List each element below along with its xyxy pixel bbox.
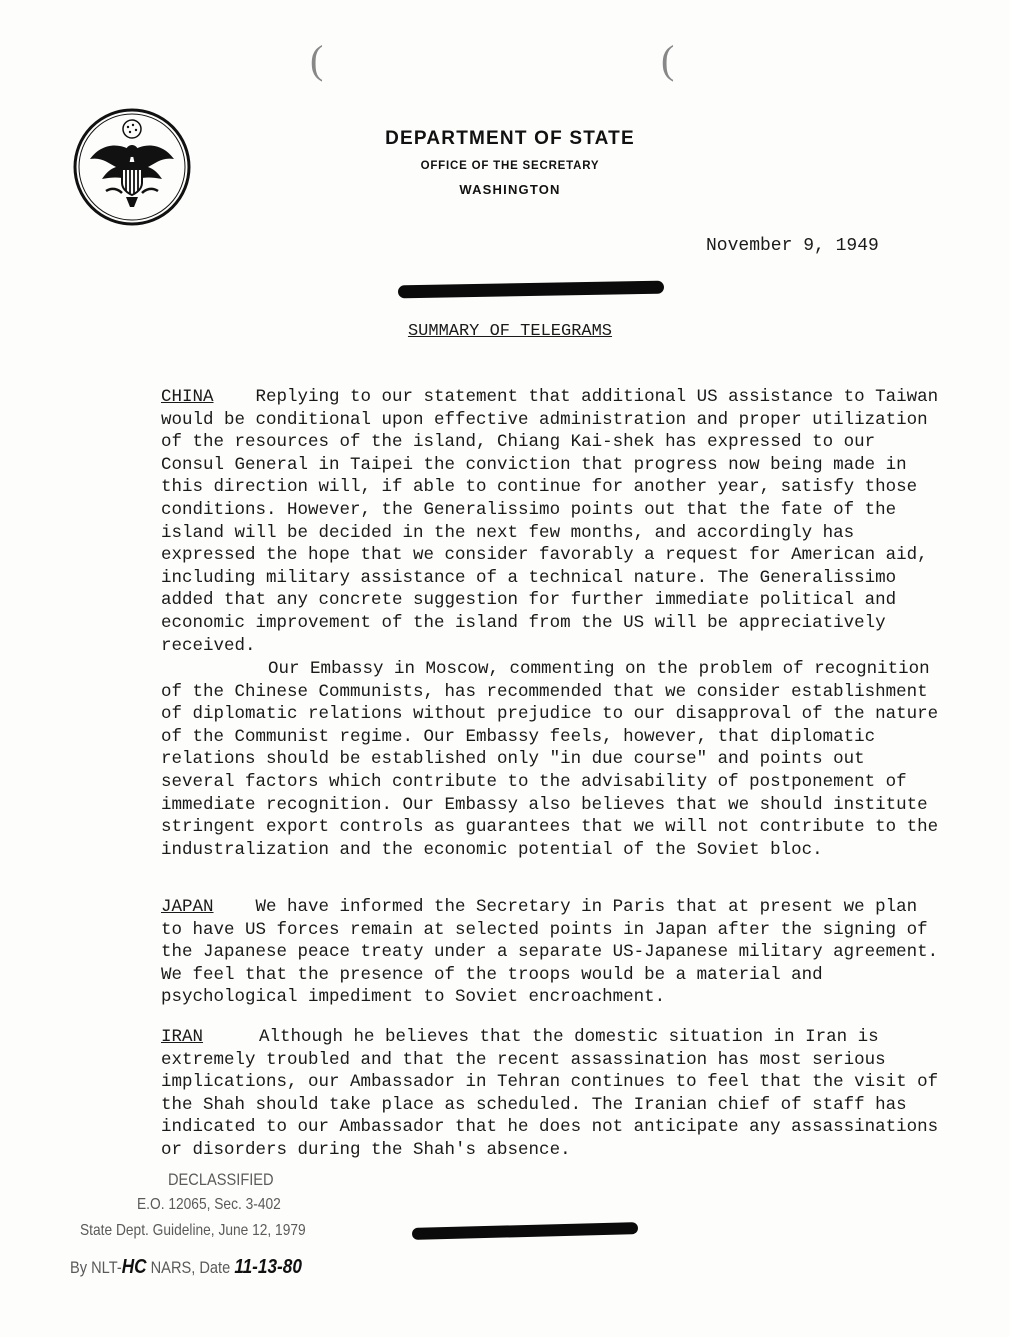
stamp-declassified: DECLASSIFIED	[168, 1170, 274, 1189]
document-title: SUMMARY OF TELEGRAMS	[407, 322, 613, 341]
paren-mark-left: (	[310, 37, 324, 82]
letterhead-office: OFFICE OF THE SECRETARY	[420, 160, 600, 172]
iran-paragraph	[161, 1026, 941, 1162]
china-paragraph-2: Our Embassy in Moscow, commenting on the problem of recognition of the Chinese Communists, has recommended that we consider establishment of diplomatic relations without prejudice to our disapproval of the nature of the Communist regime. Our Embassy feels, however, that diplomatic relations should be established only "in due course" and points out several factors which contribute to the advisability of postponement of immediate recognition. Our Embassy also believes that we should institute stringent export controls as guarantees that we will not contribute to the industralization and the economic potential of the Soviet bloc.	[161, 659, 939, 860]
section-japan	[161, 896, 941, 1009]
section-china-continued	[161, 658, 941, 861]
china-text-1: Replying to our statement that additional US assistance to Taiwan would be conditional upon effective administration and proper utilization of the resources of the island, Chiang Kai-shek has expressed to our Consul General in Taipei the conviction that progress now being made in this direction will, if able to continue for another year, satisfy those conditions. However, the Generalissimo points out that the fate of the island will be decided in the next few months, and accordingly has expressed the hope that we consider favorably a request for American aid, including military assistance of a technical nature. The Generalissimo added that any concrete suggestion for further immediate political and economic improvement of the island from the US will be appreciatively received.	[161, 387, 939, 656]
section-label-japan: JAPAN	[161, 897, 214, 917]
stamp-authority-line	[70, 1256, 302, 1279]
stamp-guideline: State Dept. Guideline, June 12, 1979	[80, 1222, 306, 1239]
section-label-iran: IRAN	[161, 1027, 204, 1047]
stamp-initials: HC	[121, 1256, 147, 1278]
letterhead-city: WASHINGTON	[459, 182, 561, 197]
stamp-by-prefix: By NLT-	[70, 1258, 122, 1277]
letterhead-department: DEPARTMENT OF STATE	[385, 128, 635, 149]
stamp-nars: NARS, Date	[146, 1258, 235, 1277]
section-china	[161, 386, 941, 657]
section-iran	[161, 1026, 941, 1162]
japan-paragraph	[161, 896, 941, 1009]
document-date: November 9, 1949	[706, 236, 879, 256]
stamp-date: 11-13-80	[234, 1256, 302, 1278]
department-seal-icon	[72, 107, 192, 227]
japan-text: We have informed the Secretary in Paris that at present we plan to have US forces remain at selected points in Japan after the signing of the Japanese peace treaty under a separate US-Japanese military agreement. We feel that the presence of the troops would be a material and psychological impediment to Soviet encroachment.	[161, 897, 939, 1008]
redaction-bar-top	[398, 281, 664, 299]
stamp-executive-order: E.O. 12065, Sec. 3-402	[137, 1196, 281, 1213]
paren-mark-right: (	[661, 37, 675, 82]
iran-text: Although he believes that the domestic situation in Iran is extremely troubled and that the recent assassination has most serious implications, our Ambassador in Tehran continues to feel that the visit of the Shah should take place as scheduled. The Iranian chief of staff has indicated to our Ambassador that he does not anticipate any assassinations or disorders during the Shah's absence.	[161, 1027, 939, 1160]
redaction-bar-bottom	[412, 1222, 638, 1240]
china-paragraph-1	[161, 386, 941, 657]
section-label-china: CHINA	[161, 387, 214, 407]
